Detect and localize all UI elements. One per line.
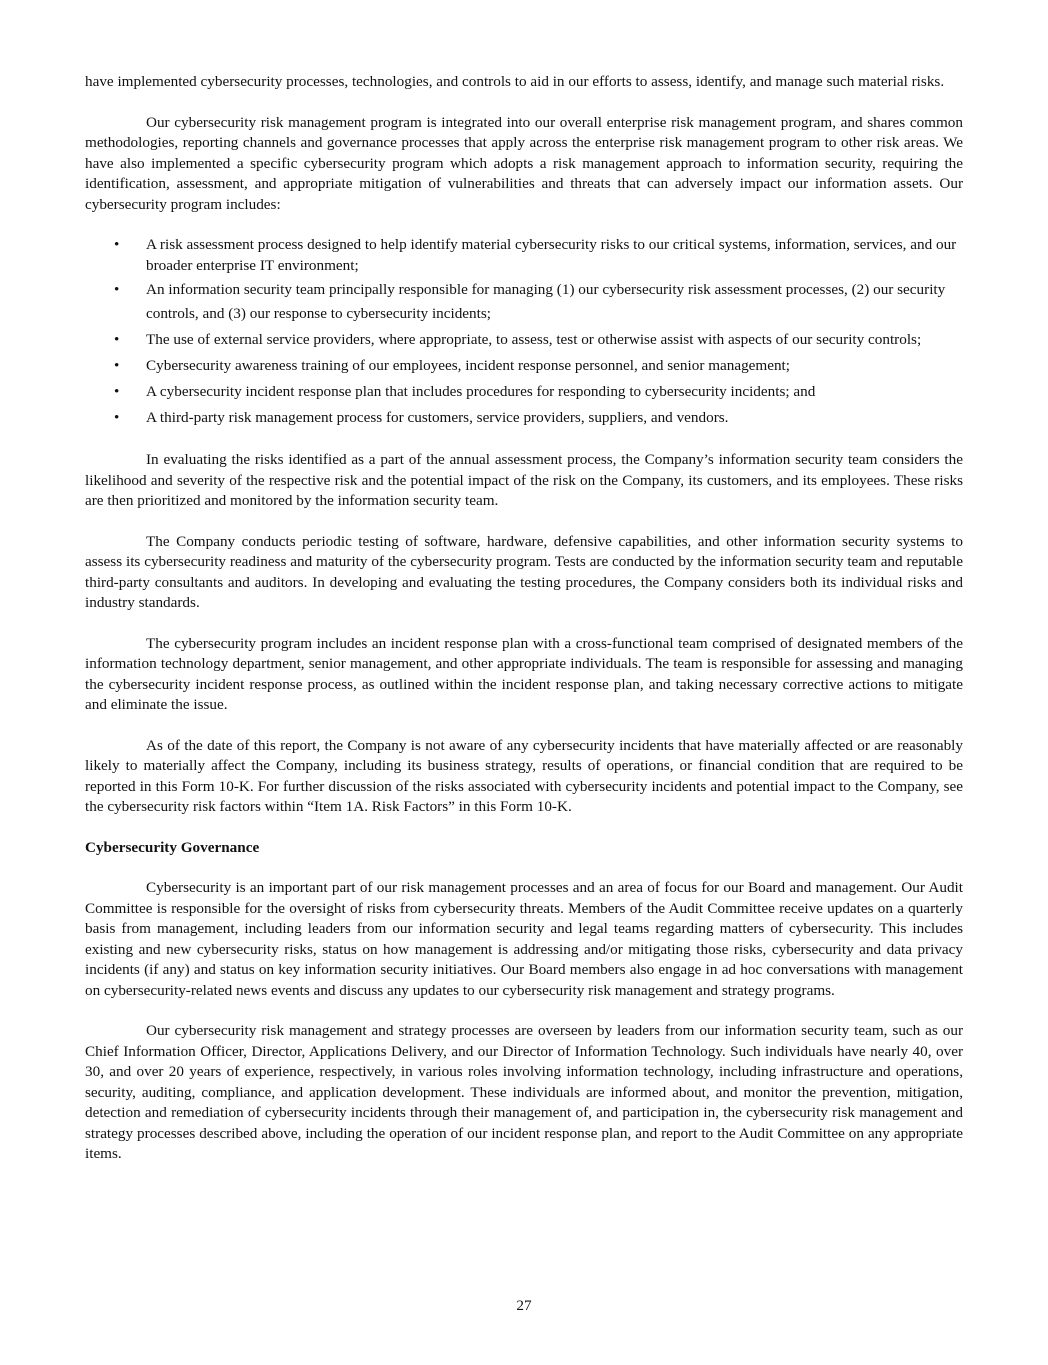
- list-item-text: An information security team principally responsible for managing (1) our cybersecurity risk assessment processes, (2) our security controls, and (3) our response to cybersecurity incidents;: [146, 281, 946, 322]
- bullet-marker: •: [114, 236, 120, 253]
- page-number: 27: [516, 1297, 532, 1314]
- list-item-text: Cybersecurity awareness training of our employees, incident response personnel, and senior management;: [146, 357, 791, 374]
- list-item-text: A cybersecurity incident response plan that includes procedures for responding to cybersecurity incidents; and: [146, 383, 816, 400]
- program-bullet-list: [85, 235, 963, 430]
- bullet-marker: •: [114, 331, 120, 348]
- list-item: [85, 354, 963, 378]
- bullet-marker: •: [114, 281, 120, 298]
- section-heading-governance: Cybersecurity Governance: [85, 838, 260, 856]
- list-item-text: A third-party risk management process for customers, service providers, suppliers, and vendors.: [146, 409, 729, 426]
- list-item-text: A risk assessment process designed to help identify material cybersecurity risks to our critical systems, information, services, and our broader enterprise IT environment;: [146, 236, 957, 274]
- paragraph-testing: The Company conducts periodic testing of software, hardware, defensive capabilities, and other information security systems to assess its cybersecurity readiness and maturity of the cybersecurity program. Tests are conducted by the information security team and reputable third-party consultants and auditors. In developing and evaluating the testing procedures, the Company considers both its individual risks and industry standards.: [85, 532, 963, 611]
- bullet-marker: •: [114, 357, 120, 374]
- bullet-marker: •: [114, 383, 120, 400]
- paragraph-governance: Cybersecurity is an important part of our risk management processes and an area of focus for our Board and management. Our Audit Committee is responsible for the oversight of risks from cybersecurity threats. Members of the Audit Committee receive updates on a quarterly basis from management, including leaders from our information security and legal teams regarding matters of cybersecurity. This includes existing and new cybersecurity risks, status on how management is addressing and/or mitigating those risks, cybersecurity and data privacy incidents (if any) and status on key information security initiatives. Our Board members also engage in ad hoc conversations with management on cybersecurity-related news events and discuss any updates to our cybersecurity risk management and strategy programs.: [85, 879, 963, 999]
- paragraph-intro: have implemented cybersecurity processes, technologies, and controls to aid in our efforts to assess, identify, and manage such material risks.: [85, 73, 945, 90]
- document-page: [85, 72, 963, 1165]
- list-item: [85, 406, 963, 430]
- list-item-text: The use of external service providers, where appropriate, to assess, test or otherwise assist with aspects of our security controls;: [146, 331, 922, 348]
- list-item: [85, 235, 963, 276]
- paragraph-incident-plan: The cybersecurity program includes an incident response plan with a cross-functional team comprised of designated members of the information technology department, senior management, and other appropriate individuals. The team is responsible for assessing and managing the cybersecurity incident response process, as outlined within the incident response plan, and taking necessary corrective actions to mitigate and eliminate the issue.: [85, 634, 963, 713]
- paragraph-evaluating: In evaluating the risks identified as a part of the annual assessment process, the Company’s information security team considers the likelihood and severity of the respective risk and the potential impact of the risk on the Company, its customers, and its employees. These risks are then prioritized and monitored by the information security team.: [85, 451, 963, 509]
- bullet-marker: •: [114, 409, 120, 426]
- list-item: [85, 380, 963, 404]
- paragraph-oversight: Our cybersecurity risk management and strategy processes are overseen by leaders from our information security team, such as our Chief Information Officer, Director, Applications Delivery, and our Director of Information Technology. Such individuals have nearly 40, over 30, and over 20 years of experience, respectively, in various roles involving information technology, including infrastructure and operations, security, auditing, compliance, and application development. These individuals are informed about, and monitor the prevention, mitigation, detection and remediation of cybersecurity incidents through their management of, and participation in, the cybersecurity risk management and strategy processes described above, including the operation of our incident response plan, and report to the Audit Committee on any appropriate items.: [85, 1022, 963, 1162]
- paragraph-as-of-date: As of the date of this report, the Company is not aware of any cybersecurity incidents that have materially affected or are reasonably likely to materially affect the Company, including its business strategy, results of operations, or financial condition that are required to be reported in this Form 10-K. For further discussion of the risks associated with cybersecurity incidents and potential impact to the Company, see the cybersecurity risk factors within “Item 1A. Risk Factors” in this Form 10-K.: [85, 736, 963, 815]
- list-item: [85, 328, 963, 352]
- paragraph-program: Our cybersecurity risk management program is integrated into our overall enterprise risk management program, and shares common methodologies, reporting channels and governance processes that apply across the enterprise risk management program to other risk areas. We have also implemented a specific cybersecurity program which adopts a risk management approach to information security, requiring the identification, assessment, and appropriate mitigation of vulnerabilities and threats that can adversely impact our information assets. Our cybersecurity program includes:: [85, 113, 963, 213]
- list-item: [85, 278, 963, 326]
